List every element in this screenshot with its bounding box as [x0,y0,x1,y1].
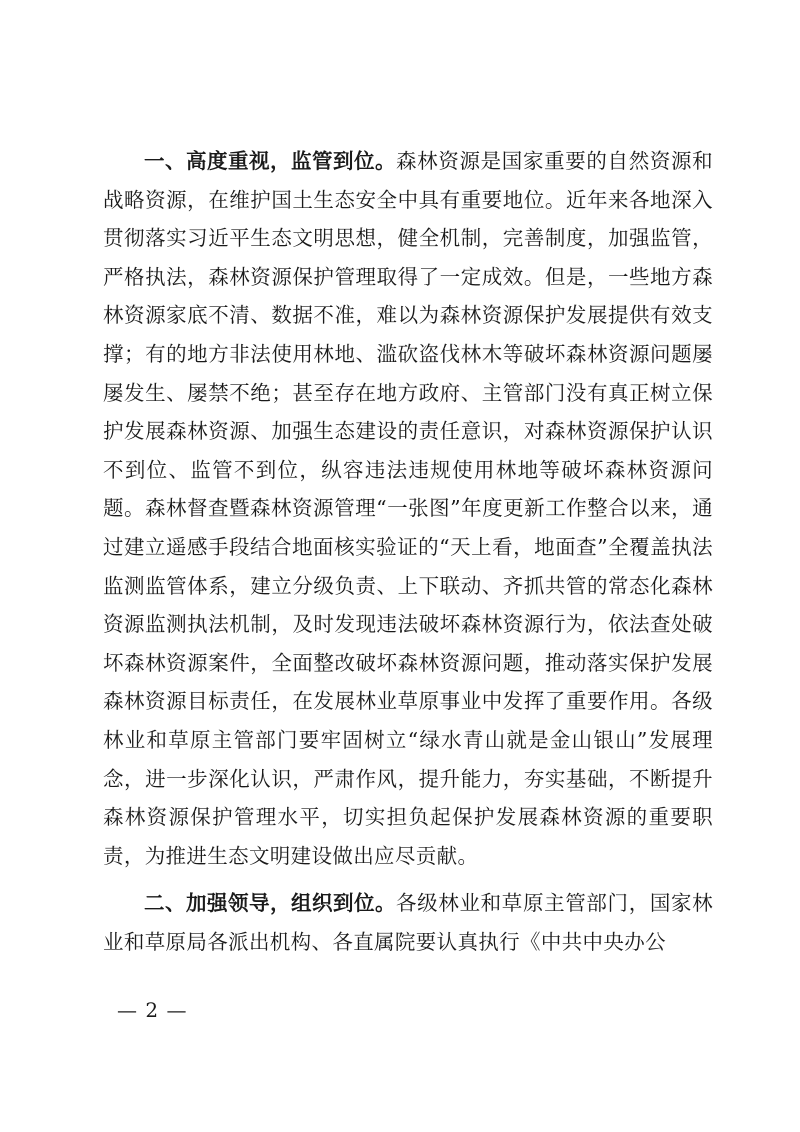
section-paragraph-2 [103,884,713,961]
section-body-1: 森林资源是国家重要的自然资源和战略资源，在维护国土生态安全中具有重要地位。近年来各地深入贯彻落实习近平生态文明思想，健全机制，完善制度，加强监管，严格执法，森林资源保护管理取得了一定成效。但是，一些地方森林资源家底不清、数据不准，难以为森林资源保护发展提供有效支撑；有的地方非法使用林地、滥砍盗伐林木等破坏森林资源问题屡屡发生、屡禁不绝；甚至存在地方政府、主管部门没有真正树立保护发展森林资源、加强生态建设的责任意识，对森林资源保护认识不到位、监管不到位，纵容违法违规使用林地等破坏森林资源问题。森林督查暨森林资源管理“一张图”年度更新工作整合以来，通过建立遥感手段结合地面核实验证的“天上看，地面查”全覆盖执法监测监管体系，建立分级负责、上下联动、齐抓共管的常态化森林资源监测执法机制，及时发现违法破坏森林资源行为，依法查处破坏森林资源案件，全面整改破坏森林资源问题，推动落实保护发展森林资源目标责任，在发展林业草原事业中发挥了重要作用。各级林业和草原主管部门要牢固树立“绿水青山就是金山银山”发展理念，进一步深化认识，严肃作风，提升能力，夯实基础，不断提升森林资源保护管理水平，切实担负起保护发展森林资源的重要职责，为推进生态文明建设做出应尽贡献。 [103,149,714,868]
section-heading-2: 二、加强领导，组织到位。 [144,891,397,916]
section-paragraph-1 [103,142,713,875]
document-body [103,142,713,961]
page-number: — 2 — [117,998,188,1022]
section-heading-1: 一、高度重视，监管到位。 [144,149,397,173]
section-body-2: 各级林业和草原主管部门，国家林业和草原局各派出机构、各直属院要认真执行《中共中央办公 [103,891,714,954]
